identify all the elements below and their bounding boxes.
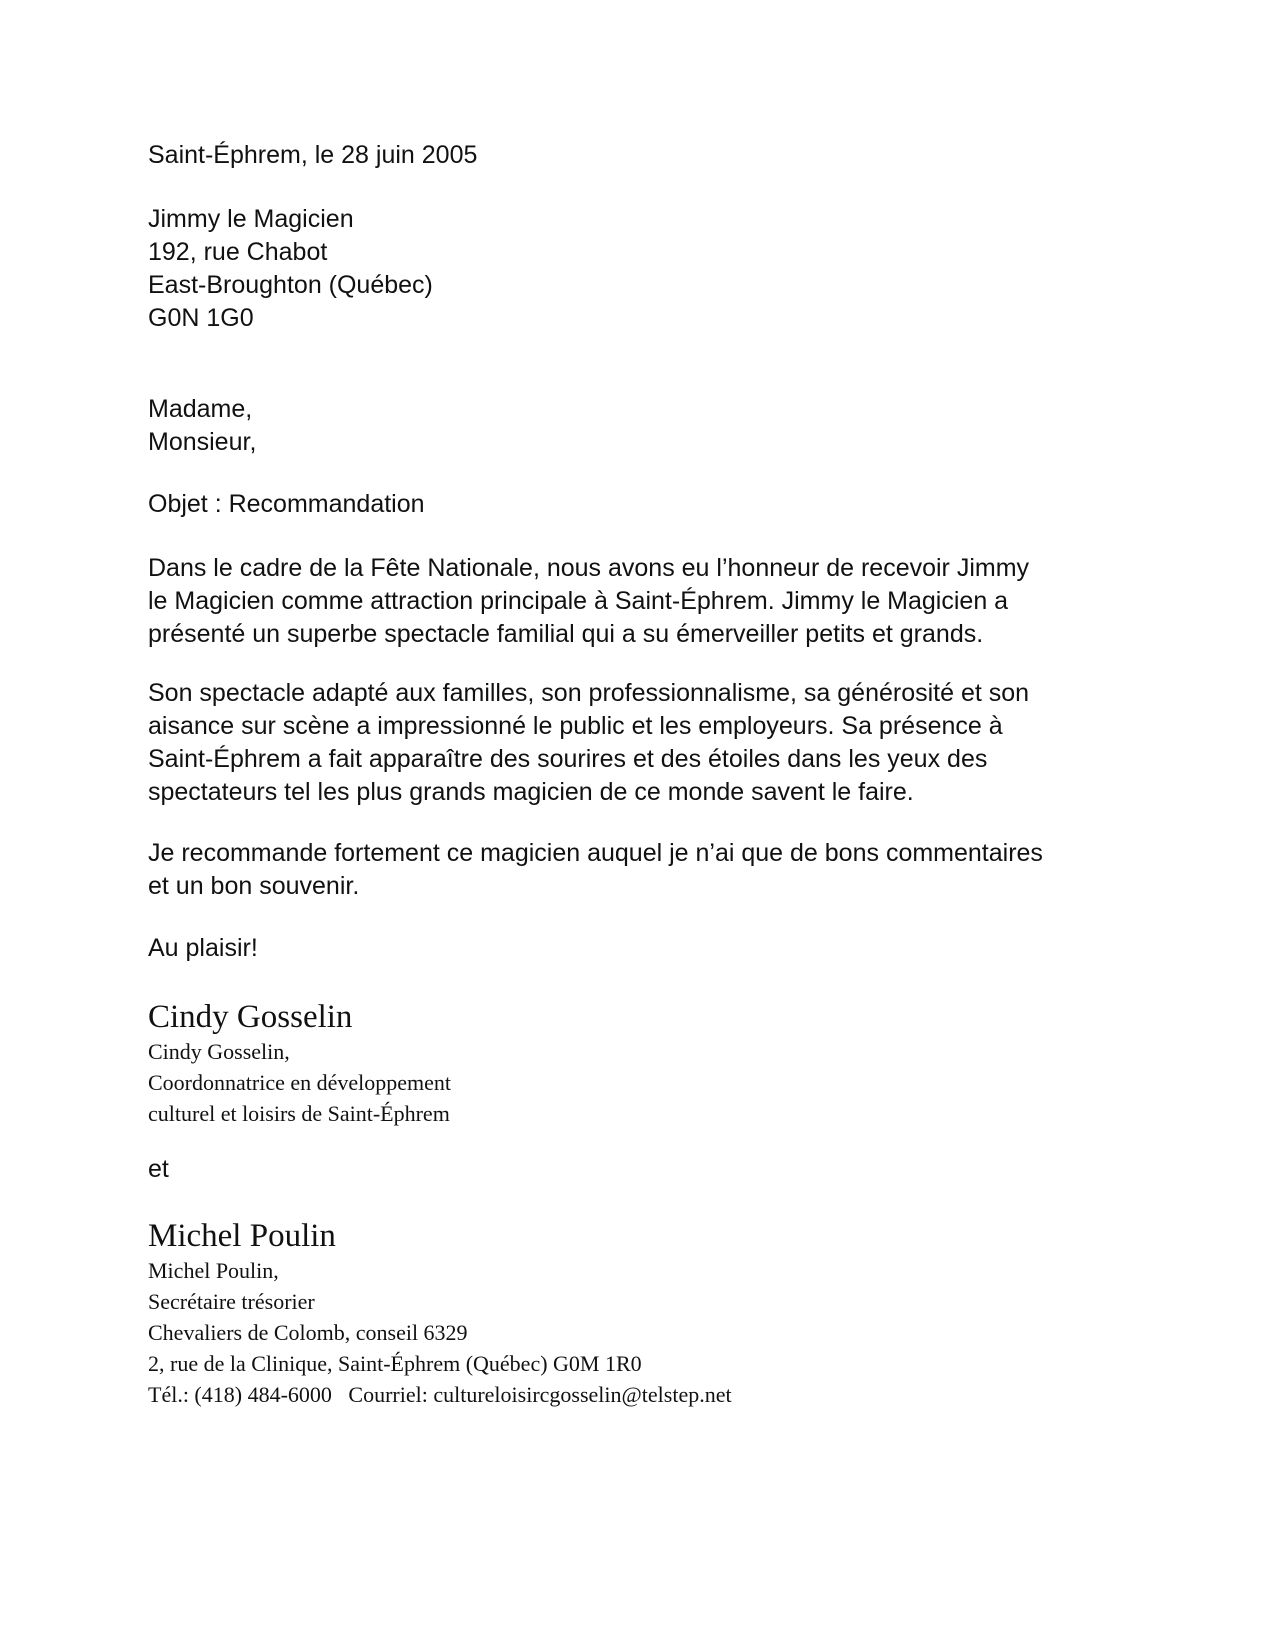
signatory-1-name: Cindy Gosselin, xyxy=(148,1039,290,1064)
date-text: Saint-Éphrem, le 28 juin 2005 xyxy=(148,141,478,169)
paragraph-1 xyxy=(148,552,1138,651)
subject-line xyxy=(148,488,1138,521)
recipient-address xyxy=(148,203,1138,335)
signatory-1-signature: Cindy Gosselin xyxy=(148,999,353,1035)
signatory-1-title-line-2: culturel et loisirs de Saint-Éphrem xyxy=(148,1101,450,1126)
signatory-1-title-line-1: Coordonnatrice en développement xyxy=(148,1070,452,1095)
signatory-2-block xyxy=(148,1217,1138,1410)
signatory-2-name: Michel Poulin, xyxy=(148,1258,279,1283)
paragraph-2-line: aisance sur scène a impressionné le public et les employeurs. Sa présence à xyxy=(148,712,1003,740)
paragraph-1-line: présenté un superbe spectacle familial qui a su émerveiller petits et grands. xyxy=(148,620,984,648)
salutation xyxy=(148,393,1138,459)
recipient-city: East-Broughton (Québec) xyxy=(148,271,433,299)
signatory-1-block xyxy=(148,998,1138,1129)
signatory-2-organization: Chevaliers de Colomb, conseil 6329 xyxy=(148,1320,468,1345)
conjunction xyxy=(148,1153,1138,1186)
paragraph-2-line: Son spectacle adapté aux familles, son professionnalisme, sa générosité et son xyxy=(148,679,1030,707)
recipient-postal-code: G0N 1G0 xyxy=(148,304,254,332)
closing-text: Au plaisir! xyxy=(148,934,258,962)
paragraph-1-line: Dans le cadre de la Fête Nationale, nous avons eu l’honneur de recevoir Jimmy xyxy=(148,554,1030,582)
paragraph-3-line: et un bon souvenir. xyxy=(148,872,360,900)
closing xyxy=(148,932,1138,965)
paragraph-2-line: Saint-Éphrem a fait apparaître des sourires et des étoiles dans les yeux des xyxy=(148,745,988,773)
salutation-line-2: Monsieur, xyxy=(148,428,257,456)
signatory-2-contact: Tél.: (418) 484-6000 Courriel: cultureloisircgosselin@telstep.net xyxy=(148,1382,732,1407)
signatory-2-title: Secrétaire trésorier xyxy=(148,1289,315,1314)
recipient-street: 192, rue Chabot xyxy=(148,238,328,266)
signatory-2-signature: Michel Poulin xyxy=(148,1218,336,1254)
paragraph-1-line: le Magicien comme attraction principale à Saint-Éphrem. Jimmy le Magicien a xyxy=(148,587,1009,615)
paragraph-3-line: Je recommande fortement ce magicien auquel je n’ai que de bons commentaires xyxy=(148,839,1043,867)
paragraph-2 xyxy=(148,677,1138,809)
subject-text: Objet : Recommandation xyxy=(148,490,425,518)
salutation-line-1: Madame, xyxy=(148,395,253,423)
paragraph-2-line: spectateurs tel les plus grands magicien de ce monde savent le faire. xyxy=(148,778,914,806)
paragraph-3 xyxy=(148,837,1138,903)
date-line xyxy=(148,139,1138,172)
signatory-2-address: 2, rue de la Clinique, Saint-Éphrem (Québec) G0M 1R0 xyxy=(148,1351,642,1376)
recipient-name: Jimmy le Magicien xyxy=(148,205,354,233)
conjunction-text: et xyxy=(148,1155,169,1183)
